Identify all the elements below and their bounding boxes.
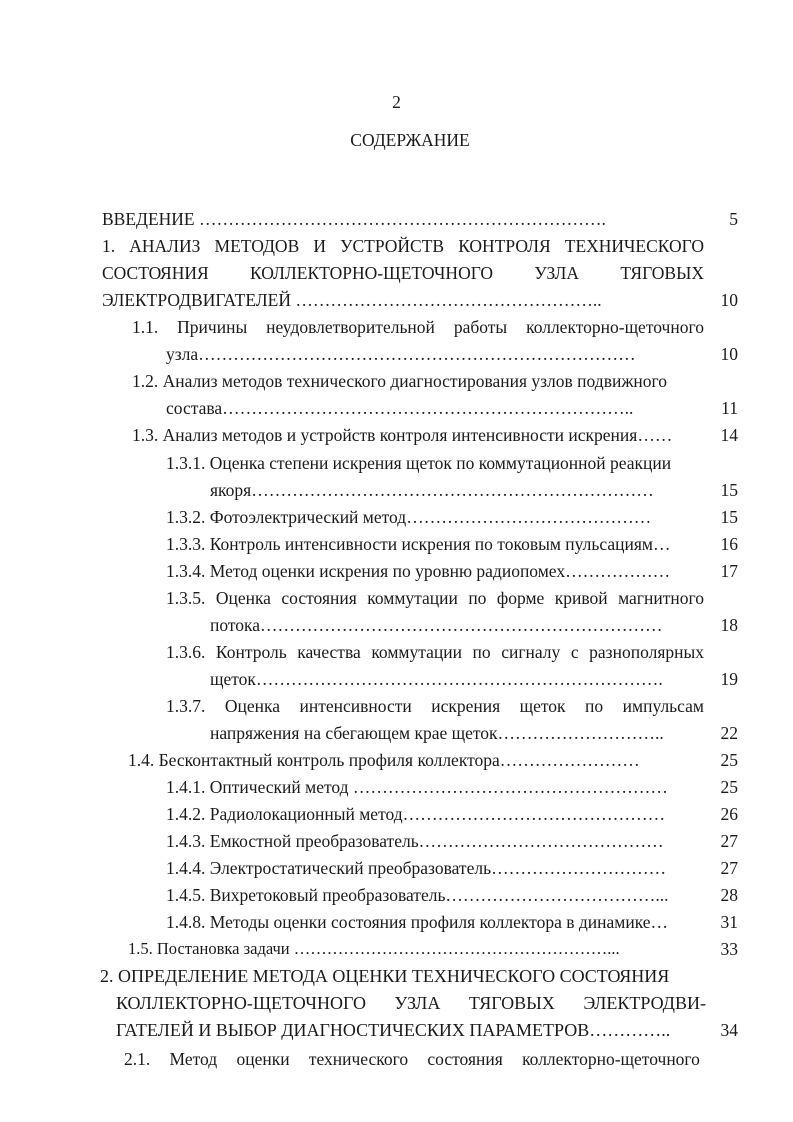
toc-page-number: 10 [720,290,738,310]
toc-page-number: 28 [720,885,738,905]
toc-page-number: 10 [720,344,738,364]
toc-page-number: 22 [720,723,738,743]
toc-subsection-line: 2.1. Метод оценки технического состояния коллекторно-щеточного [124,1049,700,1069]
toc-page-number: 16 [720,534,738,554]
toc-entry-text: 1.4.8. Методы оценки состояния профиля коллектора в динамике… [166,912,669,932]
toc-entry-text: 1.3.2. Фотоэлектрический метод…………………………………… [166,507,652,527]
toc-entry-text: 1.3.4. Метод оценки искрения по уровню радиопомех……………… [166,561,671,581]
toc-entry-text: потока…………………………………………………………… [210,615,663,635]
toc-page-number: 5 [729,209,738,229]
toc-entry-text: 1.4.2. Радиолокационный метод……………………………………… [166,804,666,824]
toc-entry-text: якоря…………………………………………………………… [210,480,654,500]
toc-page-number: 18 [720,615,738,635]
toc-entry-text: узла………………………………………………………………… [166,344,636,364]
toc-entry-text: напряжения на сбегающем крае щеток……………………….. [210,723,664,743]
toc-entry-text: 1.3.1. Оценка степени искрения щеток по коммутационной реакции [166,453,672,473]
toc-page-number: 19 [720,669,738,689]
toc-entry-text: 1.3.3. Контроль интенсивности искрения по токовым пульсациям… [166,534,671,554]
toc-entry-text: 1.3. Анализ методов и устройств контроля интенсивности искрения…… [132,425,673,445]
toc-subsection-line: 1.3.7. Оценка интенсивности искрения щеток по импульсам [166,696,704,716]
toc-entry-text: щеток……………………………………………………………. [210,669,663,689]
toc-entry-text: состава…………………………………………………………….. [166,398,634,418]
toc-page-number: 27 [720,831,738,851]
toc-page-number: 27 [720,858,738,878]
toc-page-number: 11 [721,398,738,418]
page-number: 2 [392,92,401,112]
toc-page-number: 31 [720,912,738,932]
toc-entry-text: 1.4.1. Оптический метод ……………………………………………… [166,777,668,797]
toc-entry-text: 1.4.5. Вихретоковый преобразователь………………………………... [166,885,669,905]
toc-heading-line: 2. ОПРЕДЕЛЕНИЕ МЕТОДА ОЦЕНКИ ТЕХНИЧЕСКОГО СОСТОЯНИЯ [100,966,670,986]
toc-page-number: 14 [720,425,738,445]
toc-subsection-line: 1.3.5. Оценка состояния коммутации по форме кривой магнитного [166,588,704,608]
toc-entry-text: 1.4.4. Электростатический преобразователь………………………… [166,858,667,878]
toc-entry-text: 1.5. Постановка задачи …………………………………………………... [128,939,620,958]
toc-heading-line: КОЛЛЕКТОРНО-ЩЕТОЧНОГО УЗЛА ТЯГОВЫХ ЭЛЕКТРОДВИ- [116,993,706,1013]
toc-page-number: 25 [720,777,738,797]
toc-subsection-line: 1.1. Причины неудовлетворительной работы коллекторно-щеточного [132,317,704,337]
toc-page-number: 25 [720,750,738,770]
toc-page-number: 15 [720,480,738,500]
toc-entry-text: ГАТЕЛЕЙ И ВЫБОР ДИАГНОСТИЧЕСКИХ ПАРАМЕТРОВ………….. [116,1020,671,1040]
toc-entry-text: 1.4. Бесконтактный контроль профиля коллектора…………………… [128,750,640,770]
toc-page-number: 34 [720,1020,738,1040]
toc-entry-text: 1.2. Анализ методов технического диагностирования узлов подвижного [132,371,668,391]
toc-entry-text: ВВЕДЕНИЕ ……………………………………………………………. [102,209,606,229]
toc-page-number: 33 [720,939,738,959]
toc-entry-text: ЭЛЕКТРОДВИГАТЕЛЕЙ …………………………………………….. [102,290,602,310]
toc-page-number: 26 [720,804,738,824]
page-title: СОДЕРЖАНИЕ [350,130,470,150]
toc-heading-line: СОСТОЯНИЯ КОЛЛЕКТОРНО-ЩЕТОЧНОГО УЗЛА ТЯГОВЫХ [102,263,704,283]
toc-page-number: 17 [720,561,738,581]
toc-subsection-line: 1.3.6. Контроль качества коммутации по сигналу с разнополярных [166,642,704,662]
toc-heading-line: 1. АНАЛИЗ МЕТОДОВ И УСТРОЙСТВ КОНТРОЛЯ ТЕХНИЧЕСКОГО [102,236,704,256]
toc-page-number: 15 [720,507,738,527]
toc-entry-text: 1.4.3. Емкостной преобразователь…………………………………… [166,831,664,851]
